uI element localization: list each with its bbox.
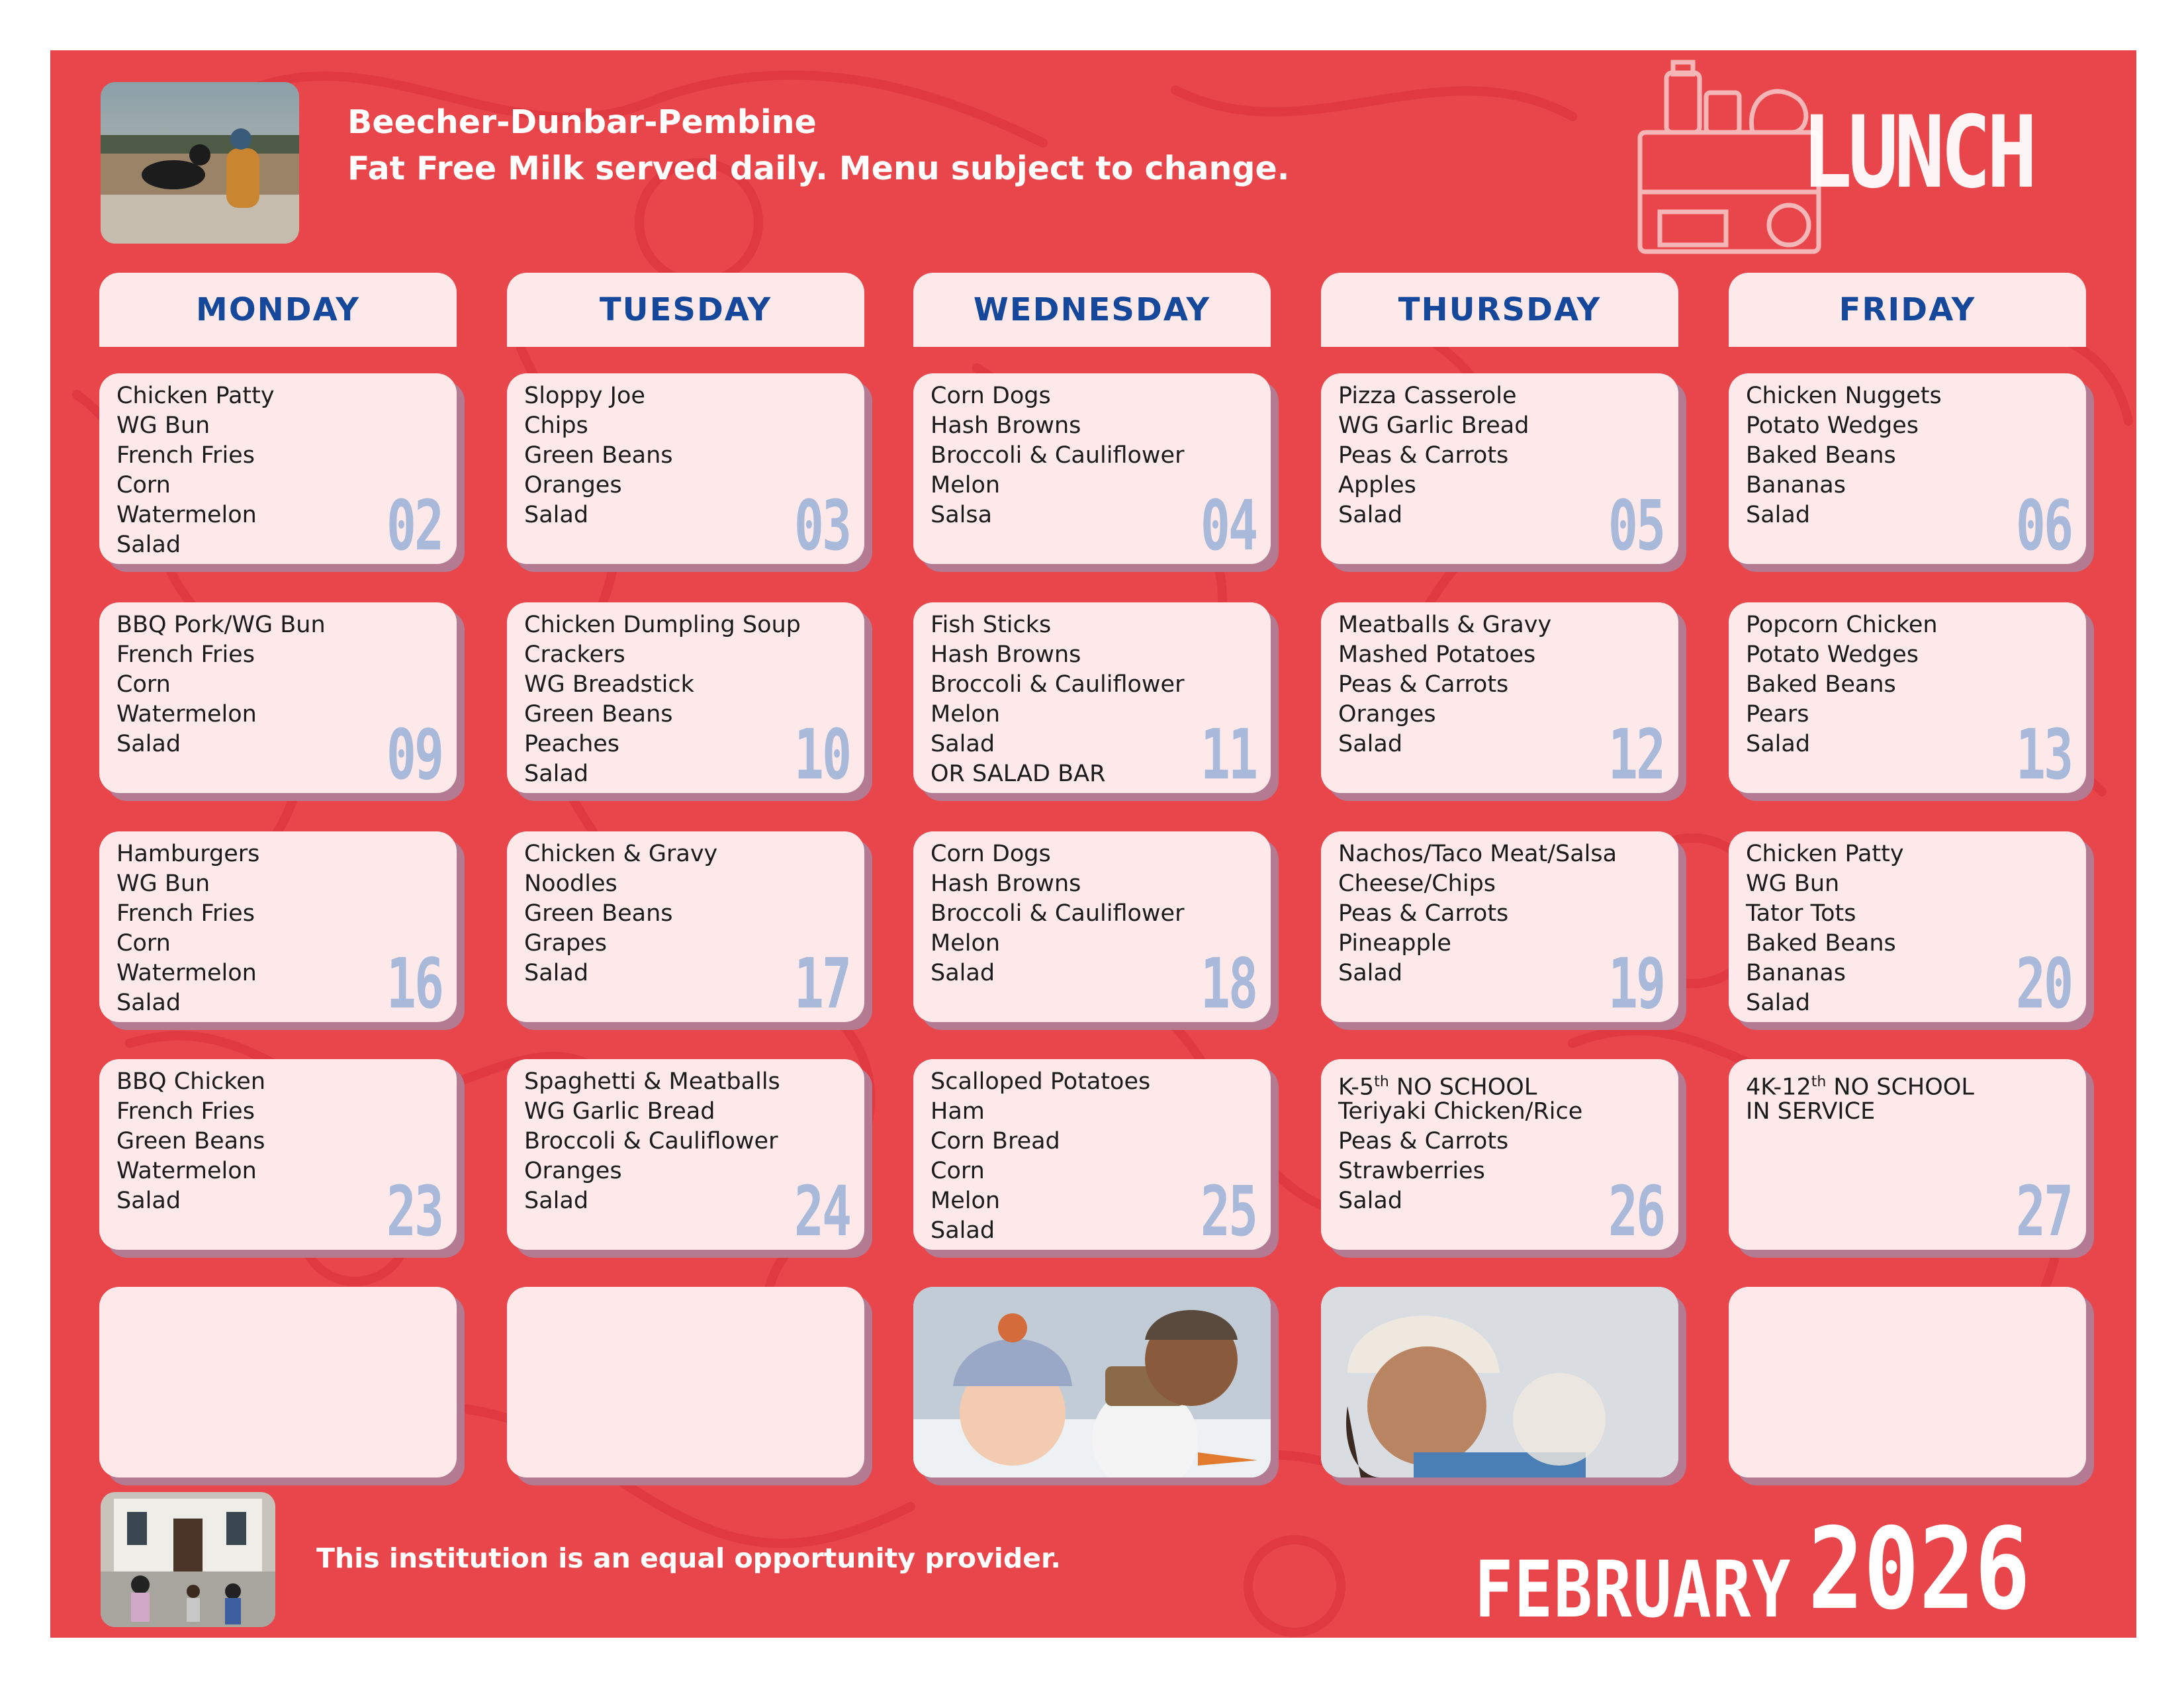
menu-item: Hash Browns: [931, 641, 1081, 668]
menu-item: Nachos/Taco Meat/Salsa: [1338, 841, 1617, 867]
menu-item: Corn Dogs: [931, 383, 1051, 409]
menu-item: WG Breadstick: [524, 671, 694, 698]
day-cell: [507, 602, 864, 793]
menu-item: WG Garlic Bread: [1338, 412, 1529, 439]
day-header-wednesday: WEDNESDAY: [913, 273, 1271, 347]
menu-item: WG Bun: [116, 870, 210, 897]
menu-item: Corn: [116, 671, 171, 698]
menu-item: Chicken Patty: [1746, 841, 1904, 867]
day-cell: [507, 831, 864, 1022]
date-number: 05: [1608, 485, 1664, 566]
date-number: 02: [386, 485, 442, 566]
day-cell: [507, 1059, 864, 1250]
menu-item: Salad: [524, 502, 589, 528]
menu-item: 4K-12th NO SCHOOL: [1746, 1074, 1974, 1101]
menu-item: Peas & Carrots: [1338, 900, 1509, 927]
menu-item: Ham: [931, 1098, 985, 1125]
menu-item: Apples: [1338, 472, 1416, 498]
menu-item: Pineapple: [1338, 930, 1451, 957]
day-header-thursday: THURSDAY: [1321, 273, 1678, 347]
menu-item: French Fries: [116, 900, 255, 927]
menu-item: Potato Wedges: [1746, 412, 1919, 439]
menu-item: WG Bun: [116, 412, 210, 439]
date-number: 26: [1608, 1171, 1664, 1252]
day-cell: [99, 373, 457, 564]
menu-item: Salad: [116, 990, 181, 1016]
date-number: 16: [386, 943, 442, 1024]
menu-item: Salad: [524, 960, 589, 986]
menu-item: Oranges: [1338, 701, 1436, 727]
date-number: 12: [1608, 714, 1664, 795]
date-number: 27: [2015, 1171, 2071, 1252]
menu-item: Noodles: [524, 870, 617, 897]
menu-item: Popcorn Chicken: [1746, 612, 1938, 638]
menu-item: Chicken Patty: [116, 383, 275, 409]
menu-item: BBQ Chicken: [116, 1068, 266, 1095]
date-number: 17: [794, 943, 850, 1024]
photo-kids-with-snowman: [913, 1287, 1271, 1477]
menu-item: Strawberries: [1338, 1158, 1485, 1184]
menu-item: Green Beans: [524, 701, 673, 727]
menu-item: Chips: [524, 412, 588, 439]
menu-item: Chicken Nuggets: [1746, 383, 1942, 409]
menu-item: Salad: [931, 960, 995, 986]
day-header-tuesday: TUESDAY: [507, 273, 864, 347]
day-cell: [99, 602, 457, 793]
menu-item: Watermelon: [116, 701, 257, 727]
lunchbox-icon: [1633, 60, 1825, 258]
menu-item: OR SALAD BAR: [931, 761, 1106, 787]
header-photo-dog-in-snow: [101, 82, 299, 244]
menu-item: Green Beans: [116, 1128, 265, 1154]
menu-item: Salad: [524, 1188, 589, 1214]
menu-item: Broccoli & Cauliflower: [931, 900, 1185, 927]
menu-item: Chicken & Gravy: [524, 841, 718, 867]
day-header-friday: FRIDAY: [1729, 273, 2086, 347]
menu-item: IN SERVICE: [1746, 1098, 1876, 1125]
empty-day-cell: [1729, 1287, 2086, 1477]
menu-items: [1746, 1067, 2073, 1127]
date-number: 25: [1200, 1171, 1256, 1252]
menu-item: Salsa: [931, 502, 993, 528]
menu-item: Salad: [1338, 731, 1403, 757]
menu-item: Broccoli & Cauliflower: [524, 1128, 778, 1154]
menu-item: Spaghetti & Meatballs: [524, 1068, 780, 1095]
menu-item: Salad: [1338, 502, 1403, 528]
date-number: 24: [794, 1171, 850, 1252]
day-cell: [1729, 831, 2086, 1022]
menu-item: Meatballs & Gravy: [1338, 612, 1552, 638]
date-number: 11: [1200, 714, 1256, 795]
year-label: 2026: [1807, 1504, 2030, 1635]
menu-item: Bananas: [1746, 960, 1846, 986]
menu-item: Corn Dogs: [931, 841, 1051, 867]
menu-item: Grapes: [524, 930, 607, 957]
menu-item: Baked Beans: [1746, 671, 1896, 698]
date-number: 13: [2015, 714, 2071, 795]
menu-item: Pears: [1746, 701, 1809, 727]
menu-item: Watermelon: [116, 960, 257, 986]
menu-item: Pizza Casserole: [1338, 383, 1517, 409]
lunch-title: LUNCH: [1801, 95, 2033, 211]
menu-item: Melon: [931, 472, 1001, 498]
menu-item: Corn: [931, 1158, 985, 1184]
menu-item: Salad: [931, 1217, 995, 1244]
menu-item: WG Bun: [1746, 870, 1840, 897]
empty-day-cell: [99, 1287, 457, 1477]
month-label: FEBRUARY: [1475, 1544, 1792, 1635]
day-cell: [913, 1059, 1271, 1250]
day-cell: [1729, 373, 2086, 564]
date-number: 20: [2015, 943, 2071, 1024]
date-number: 04: [1200, 485, 1256, 566]
date-number: 19: [1608, 943, 1664, 1024]
menu-item: Sloppy Joe: [524, 383, 645, 409]
day-cell: [1321, 831, 1678, 1022]
empty-day-cell: [507, 1287, 864, 1477]
menu-item: Salad: [116, 731, 181, 757]
organization-name: Beecher-Dunbar-Pembine: [347, 103, 817, 141]
day-cell: [1729, 1059, 2086, 1250]
photo-girl-in-winter-hat: [1321, 1287, 1678, 1477]
day-cell: [99, 831, 457, 1022]
menu-item: French Fries: [116, 641, 255, 668]
menu-item: Chicken Dumpling Soup: [524, 612, 801, 638]
menu-item: Tator Tots: [1746, 900, 1856, 927]
menu-item: Baked Beans: [1746, 442, 1896, 469]
menu-item: Bananas: [1746, 472, 1846, 498]
menu-item: Melon: [931, 1188, 1001, 1214]
menu-item: Watermelon: [116, 1158, 257, 1184]
menu-item: Salad: [1746, 990, 1811, 1016]
menu-item: Broccoli & Cauliflower: [931, 442, 1185, 469]
menu-item: Green Beans: [524, 442, 673, 469]
date-number: 10: [794, 714, 850, 795]
menu-item: Corn: [116, 472, 171, 498]
menu-item: BBQ Pork/WG Bun: [116, 612, 326, 638]
menu-item: Salad: [116, 532, 181, 558]
menu-item: French Fries: [116, 442, 255, 469]
day-cell: [1321, 602, 1678, 793]
menu-item: Corn: [116, 930, 171, 957]
menu-item: Peas & Carrots: [1338, 671, 1509, 698]
day-cell: [1729, 602, 2086, 793]
menu-item: Oranges: [524, 472, 622, 498]
date-number: 09: [386, 714, 442, 795]
menu-item: Peaches: [524, 731, 620, 757]
menu-item: Peas & Carrots: [1338, 442, 1509, 469]
menu-item: Salad: [524, 761, 589, 787]
menu-item: Hamburgers: [116, 841, 260, 867]
calendar-page: [50, 50, 2136, 1638]
menu-item: French Fries: [116, 1098, 255, 1125]
menu-item: Salad: [1746, 502, 1811, 528]
day-cell: [1321, 373, 1678, 564]
date-number: 03: [794, 485, 850, 566]
menu-item: Hash Browns: [931, 870, 1081, 897]
menu-item: Salad: [931, 731, 995, 757]
date-number: 23: [386, 1171, 442, 1252]
menu-item: Baked Beans: [1746, 930, 1896, 957]
menu-item: Peas & Carrots: [1338, 1128, 1509, 1154]
menu-item: Hash Browns: [931, 412, 1081, 439]
day-header-monday: MONDAY: [99, 273, 457, 347]
day-cell: [1321, 1059, 1678, 1250]
day-cell: [507, 373, 864, 564]
menu-item: Oranges: [524, 1158, 622, 1184]
menu-item: Melon: [931, 701, 1001, 727]
menu-item: Salad: [116, 1188, 181, 1214]
menu-item: Mashed Potatoes: [1338, 641, 1536, 668]
menu-item: Salad: [1338, 1188, 1403, 1214]
day-cell: [913, 373, 1271, 564]
menu-item: Melon: [931, 930, 1001, 957]
header-subtitle: Fat Free Milk served daily. Menu subject to change.: [347, 150, 1290, 187]
menu-item: WG Garlic Bread: [524, 1098, 715, 1125]
menu-item: Green Beans: [524, 900, 673, 927]
menu-item: Crackers: [524, 641, 625, 668]
menu-item: Cheese/Chips: [1338, 870, 1496, 897]
footer-photo-students-at-school: [101, 1492, 275, 1627]
day-cell: [913, 602, 1271, 793]
menu-item: Broccoli & Cauliflower: [931, 671, 1185, 698]
day-cell: [99, 1059, 457, 1250]
menu-item: Salad: [1338, 960, 1403, 986]
menu-item: Scalloped Potatoes: [931, 1068, 1151, 1095]
equal-opportunity-note: This institution is an equal opportunity provider.: [316, 1542, 1061, 1574]
day-cell: [913, 831, 1271, 1022]
menu-item: Fish Sticks: [931, 612, 1052, 638]
menu-item: K-5th NO SCHOOL: [1338, 1074, 1537, 1101]
date-number: 18: [1200, 943, 1256, 1024]
menu-item: Corn Bread: [931, 1128, 1060, 1154]
menu-item: Potato Wedges: [1746, 641, 1919, 668]
menu-item: Salad: [1746, 731, 1811, 757]
menu-item: Teriyaki Chicken/Rice: [1338, 1098, 1583, 1125]
month-year-title: [1475, 1504, 2079, 1635]
date-number: 06: [2015, 485, 2071, 566]
menu-item: Watermelon: [116, 502, 257, 528]
